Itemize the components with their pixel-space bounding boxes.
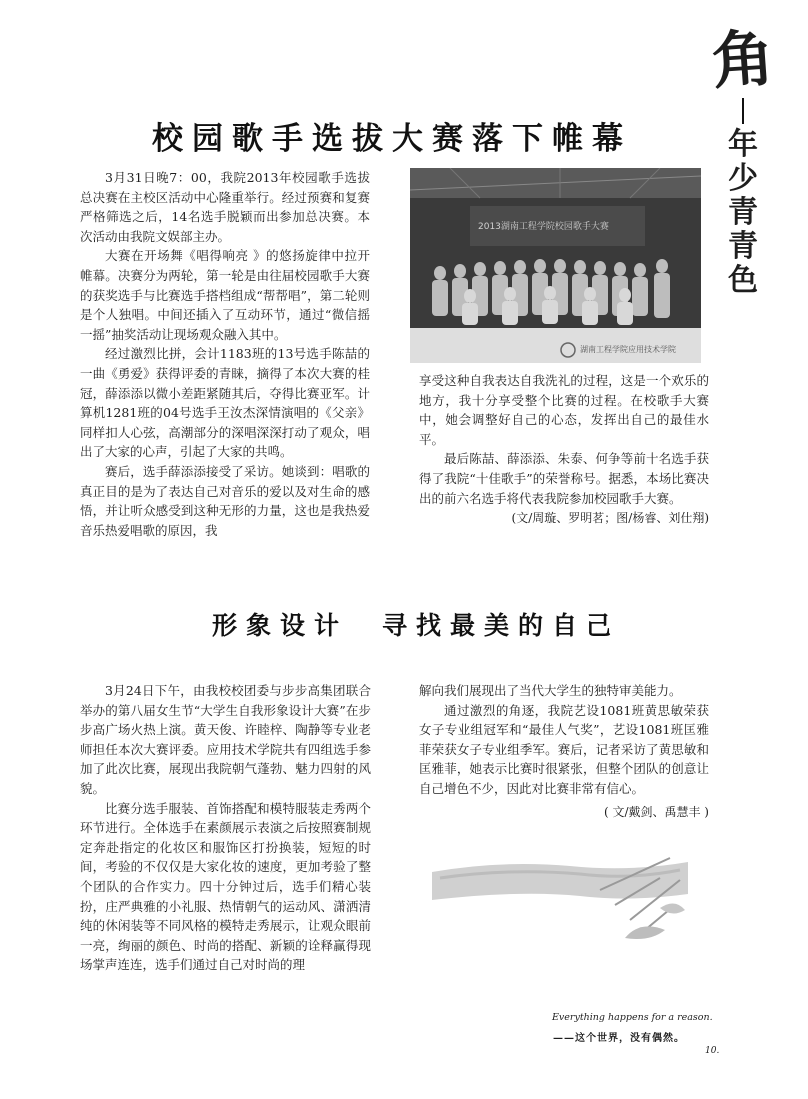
article1-column-right <box>419 371 709 526</box>
article2-title: 形象设计 寻找最美的自己 <box>212 611 621 640</box>
paragraph: 比赛分选手服装、首饰搭配和模特服装走秀两个环节进行。全体选手在素颜展示表演之后按照赛制规定奔赴指定的化妆区和服饰区打扮换装，短短的时间，考验的不仅仅是大家化妆的速度，更加考验了整个团队的合作实力。四十分钟过后，选手们精心装扮，庄严典雅的小礼服、热情朝气的运动风、潇洒清纯的休闲装等不同风格的模特走秀展示，让观众眼前一亮，绚丽的颜色、时尚的搭配、新颖的诠释赢得现场掌声连连，选手们通过自己对时尚的理 <box>80 800 371 973</box>
article2-column-right <box>419 681 709 820</box>
side-title-char: 色 <box>728 263 758 298</box>
article1-title: 校园歌手选拔大赛落下帷幕 <box>152 121 632 157</box>
side-title-char: 少 <box>728 161 758 196</box>
photo-banner-text: 2013湖南工程学院校园歌手大赛 <box>478 222 609 232</box>
page-number: 10. <box>705 1046 720 1056</box>
contest-group-photo <box>410 168 701 363</box>
article2-column-left <box>80 681 371 975</box>
side-title-char: 年 <box>728 127 758 162</box>
side-title-char: 青 <box>728 229 758 264</box>
side-title-dash <box>742 98 744 124</box>
paragraph: 解向我们展现出了当代大学生的独特审美能力。 <box>419 683 682 698</box>
paragraph: 大赛在开场舞《唱得响亮 》的悠扬旋律中拉开帷幕。决赛分为两轮，第一轮是由往届校园歌手大赛的获奖选手与比赛选手搭档组成“帮帮唱”，第二轮则是个人独唱。中间还插入了互动环节，通过“微信摇一摇”抽奖活动让现场观众融入其中。 <box>80 248 370 342</box>
article2-credit: ( 文/戴剑、禹慧丰 ) <box>603 804 709 819</box>
paragraph: 3月31日晚7：00，我院2013年校园歌手选拔总决赛在主校区活动中心隆重举行。经过预赛和复赛严格筛选之后，14名选手脱颖而出参加总决赛。本次活动由我院文娱部主办。 <box>80 170 370 244</box>
paragraph: 3月24日下午，由我校校团委与步步高集团联合举办的第八届女生节“大学生自我形象设计大赛”在步步高广场火热上演。黄天俊、许睦梓、陶静等专业老师担任本次大赛评委。应用技术学院共有四组选手参加了此次比赛，展现出我院朝气蓬勃、魅力四射的风貌。 <box>80 683 371 796</box>
article1-column-left <box>80 168 370 540</box>
paragraph: 赛后，选手薛添添接受了采访。她谈到：唱歌的真正目的是为了表达自己对音乐的爱以及对生命的感悟，并让听众感受到这种无形的力量，这也是我热爱音乐热爱唱歌的原因，我 <box>80 463 370 538</box>
photo-watermark: 湖南工程学院应用技术学院 <box>580 345 676 354</box>
brush-art-illustration <box>430 850 692 950</box>
side-title-char: 青 <box>728 195 758 230</box>
footer-quote-english: Everything happens for a reason. <box>552 1012 713 1023</box>
paragraph: 经过激烈比拼，会计1183班的13号选手陈喆的一曲《勇爱》获得评委的青睐，摘得了本次大赛的桂冠，薛添添以微小差距紧随其后，夺得比赛亚军。计算机1281班的04号选手王汝杰深情演唱的《父亲》同样扣人心弦，高潮部分的深唱深深打动了观众，唱出了大家的心声，引起了大家的共鸣。 <box>80 346 370 460</box>
paragraph: 享受这种自我表达自我洗礼的过程，这是一个欢乐的地方，我十分享受整个比赛的过程。在校歌手大赛中，她会调整好自己的心态，发挥出自己的最佳水平。 <box>419 373 709 447</box>
article1-credit: (文/周璇、罗明茗；图/杨睿、刘仕翔) <box>511 511 709 526</box>
side-title <box>709 20 777 328</box>
paragraph: 最后陈喆、薛添添、朱泰、何争等前十名选手获得了我院“十佳歌手”的荣誉称号。据悉，本场比赛决出的前六名选手将代表我院参加校园歌手大赛。 <box>419 451 709 506</box>
footer-quote-chinese: ——这个世界，没有偶然。 <box>553 1033 685 1044</box>
side-title-big-char: 角 <box>709 20 777 99</box>
paragraph: 通过激烈的角逐，我院艺设1081班黄思敏荣获女子专业组冠军和“最佳人气奖”，艺设1081班匡雅菲荣获女子专业组季军。赛后，记者采访了黄思敏和匡雅菲，她表示比赛时很紧张，但整个团队的创意让自己增色不少，因此对比赛非常有信心。 <box>419 702 709 796</box>
